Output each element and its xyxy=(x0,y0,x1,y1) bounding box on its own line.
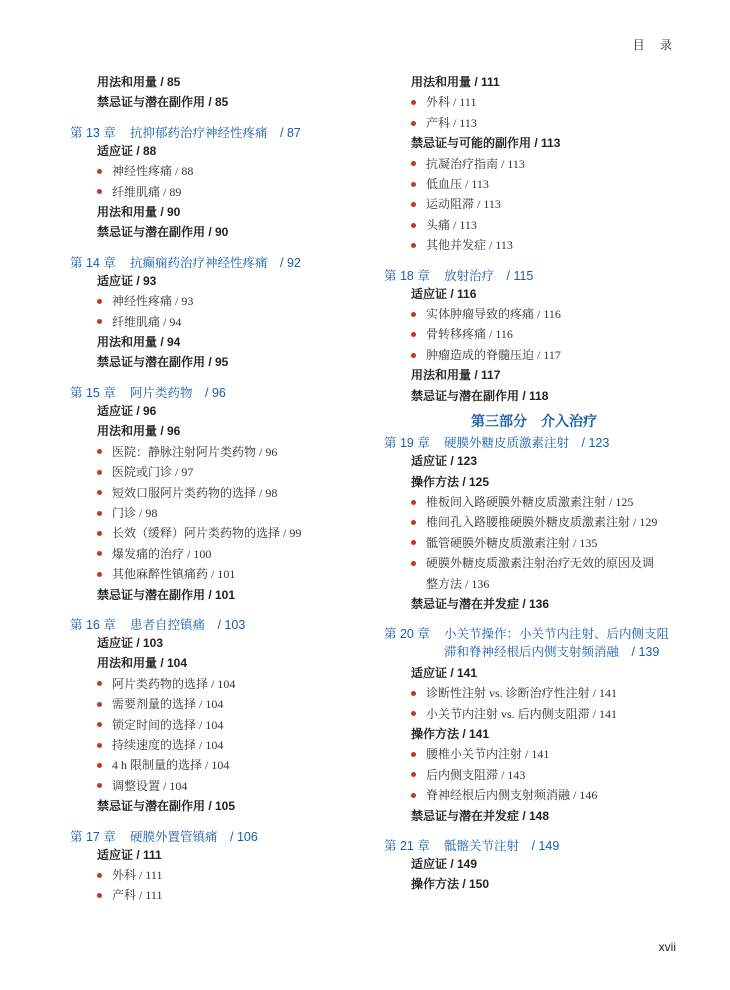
toc-entry-text: 用法和用量 / 96 xyxy=(97,424,181,439)
toc-entry-text: 椎间孔入路腰椎硬膜外糖皮质激素注射 / 129 xyxy=(426,515,658,530)
toc-section-entry[interactable] xyxy=(384,724,684,744)
toc-subsection-entry[interactable] xyxy=(384,744,684,764)
toc-entry-text: 用法和用量 / 117 xyxy=(411,368,501,383)
toc-entry-text: 禁忌证与潜在并发症 / 136 xyxy=(411,596,550,611)
toc-subsection-entry[interactable] xyxy=(70,674,370,694)
toc-subsection-entry[interactable] xyxy=(384,174,684,194)
toc-entry-text: 纤维肌痛 / 89 xyxy=(112,184,182,199)
bullet-icon xyxy=(411,540,416,545)
chapter-heading[interactable] xyxy=(70,827,370,845)
toc-section-entry[interactable] xyxy=(384,594,684,614)
toc-entry-text: 小关节内注射 vs. 后内侧支阻滞 / 141 xyxy=(426,706,618,721)
toc-subsection-entry[interactable] xyxy=(70,776,370,796)
toc-section-entry[interactable] xyxy=(384,284,684,304)
toc-subsection-entry[interactable] xyxy=(70,885,370,905)
toc-subsection-entry[interactable] xyxy=(384,304,684,324)
toc-entry-text: 医院：静脉注射阿片类药物 / 96 xyxy=(112,444,278,459)
toc-section-entry[interactable] xyxy=(70,585,370,605)
toc-entry-text: 运动阻滞 / 113 xyxy=(426,197,501,212)
chapter-number: 第 14 章 xyxy=(70,255,116,270)
bullet-icon xyxy=(411,312,416,317)
bullet-icon xyxy=(97,763,102,768)
toc-section-entry[interactable] xyxy=(70,271,370,291)
toc-entry-text: 适应证 / 149 xyxy=(411,857,478,871)
chapter-title: 放射治疗 / 115 xyxy=(444,268,534,283)
toc-subsection-continued[interactable] xyxy=(384,574,684,594)
toc-subsection-entry[interactable] xyxy=(70,503,370,523)
toc-subsection-entry[interactable] xyxy=(384,683,684,703)
toc-section-entry[interactable] xyxy=(70,92,370,112)
toc-section-entry[interactable] xyxy=(70,72,370,92)
toc-section-entry[interactable] xyxy=(384,874,684,894)
toc-entry-text: 其他麻醉性镇痛药 / 101 xyxy=(112,567,236,582)
toc-entry-text: 禁忌证与潜在副作用 / 95 xyxy=(97,355,229,370)
chapter-heading[interactable] xyxy=(70,615,370,633)
toc-entry-text: 用法和用量 / 94 xyxy=(97,335,181,350)
toc-subsection-entry[interactable] xyxy=(70,735,370,755)
toc-subsection-entry[interactable] xyxy=(384,154,684,174)
toc-entry-text: 医院或门诊 / 97 xyxy=(112,465,194,480)
toc-block xyxy=(384,663,684,826)
bullet-icon xyxy=(97,722,102,727)
toc-entry-text: 神经性疼痛 / 93 xyxy=(112,294,194,309)
toc-entry-text: 肿瘤造成的脊髓压迫 / 117 xyxy=(426,347,561,362)
bullet-icon xyxy=(411,223,416,228)
toc-subsection-entry[interactable] xyxy=(384,785,684,805)
toc-entry-text: 持续速度的选择 / 104 xyxy=(112,737,224,752)
toc-block xyxy=(70,271,370,373)
chapter-number: 第 17 章 xyxy=(70,829,116,844)
toc-section-entry[interactable] xyxy=(70,332,370,352)
chapter-title: 硬膜外置管镇痛 / 106 xyxy=(130,829,258,844)
toc-entry-text: 外科 / 111 xyxy=(426,95,477,110)
toc-subsection-entry[interactable] xyxy=(70,483,370,503)
toc-block xyxy=(70,141,370,243)
toc-block xyxy=(70,845,370,906)
bullet-icon xyxy=(411,161,416,166)
chapter-heading[interactable] xyxy=(384,836,684,854)
toc-entry-text: 腰椎小关节内注射 / 141 xyxy=(426,747,550,762)
toc-subsection-entry[interactable] xyxy=(70,182,370,202)
chapter-heading[interactable] xyxy=(70,253,370,271)
toc-block xyxy=(70,633,370,817)
chapter-title: 小关节操作：小关节内注射、后内侧支阻 xyxy=(444,627,670,642)
bullet-icon xyxy=(97,189,102,194)
chapter-title: 骶髂关节注射 / 149 xyxy=(444,839,560,853)
toc-block xyxy=(70,401,370,605)
toc-section-entry[interactable] xyxy=(70,352,370,372)
chapter-number: 第 13 章 xyxy=(70,125,116,140)
toc-entry-text: 禁忌证与潜在副作用 / 101 xyxy=(97,587,236,602)
toc-entry-text: 禁忌证与潜在副作用 / 118 xyxy=(411,388,549,403)
chapter-title: 抗抑郁药治疗神经性疼痛 / 87 xyxy=(130,125,301,140)
toc-section-entry[interactable] xyxy=(70,796,370,816)
toc-entry-text: 操作方法 / 141 xyxy=(411,726,490,741)
toc-entry-text: 产科 / 113 xyxy=(426,115,477,130)
toc-entry-text: 实体肿瘤导致的疼痛 / 116 xyxy=(426,307,561,322)
toc-section-entry[interactable] xyxy=(384,72,684,92)
toc-subsection-entry[interactable] xyxy=(70,755,370,775)
toc-entry-text: 低血压 / 113 xyxy=(426,177,489,192)
bullet-icon xyxy=(411,752,416,757)
toc-subsection-entry[interactable] xyxy=(70,462,370,482)
toc-entry-text: 脊神经根后内侧支射频消融 / 146 xyxy=(426,788,598,803)
toc-entry-text: 产科 / 111 xyxy=(112,888,163,903)
toc-section-entry[interactable] xyxy=(384,663,684,683)
toc-right-column xyxy=(384,72,684,895)
chapter-title: 硬膜外糖皮质激素注射 / 123 xyxy=(444,436,610,451)
toc-block xyxy=(384,854,684,895)
chapter-heading[interactable] xyxy=(70,123,370,141)
bullet-icon xyxy=(411,691,416,696)
bullet-icon xyxy=(97,681,102,686)
toc-section-entry[interactable] xyxy=(384,854,684,874)
toc-section-entry[interactable] xyxy=(384,472,684,492)
bullet-icon xyxy=(97,470,102,475)
toc-entry-text: 阿片类药物的选择 / 104 xyxy=(112,676,236,691)
toc-entry-text: 用法和用量 / 111 xyxy=(411,75,500,89)
toc-entry-text: 纤维肌痛 / 94 xyxy=(112,314,182,329)
toc-entry-text: 适应证 / 96 xyxy=(97,403,157,418)
toc-entry-text: 长效（缓释）阿片类药物的选择 / 99 xyxy=(112,526,302,541)
part-heading: 第三部分 介入治疗 xyxy=(471,415,597,431)
chapter-number: 第 16 章 xyxy=(70,617,116,632)
toc-entry-text: 抗凝治疗指南 / 113 xyxy=(426,156,525,171)
chapter-number: 第 21 章 xyxy=(384,839,430,853)
toc-subsection-entry[interactable] xyxy=(384,553,684,573)
toc-entry-text: 操作方法 / 150 xyxy=(411,877,490,892)
toc-section-entry[interactable] xyxy=(384,451,684,471)
toc-entry-text: 适应证 / 116 xyxy=(411,286,477,301)
chapter-heading[interactable] xyxy=(384,266,684,284)
toc-section-entry[interactable] xyxy=(384,386,684,406)
toc-entry-text: 爆发痛的治疗 / 100 xyxy=(112,546,212,561)
toc-entry-text: 锁定时间的选择 / 104 xyxy=(112,717,224,732)
toc-section-entry[interactable] xyxy=(70,401,370,421)
bullet-icon xyxy=(411,100,416,105)
toc-entry-text: 后内侧支阻滞 / 143 xyxy=(426,767,526,782)
chapter-number: 第 20 章 xyxy=(384,627,430,642)
toc-entry-text: 调整设置 / 104 xyxy=(112,778,188,793)
toc-entry-text: 外科 / 111 xyxy=(112,868,163,882)
bullet-icon xyxy=(97,873,102,878)
toc-subsection-entry[interactable] xyxy=(384,533,684,553)
chapter-title: 患者自控镇痛 / 103 xyxy=(130,617,246,632)
page-number: xvii xyxy=(658,940,676,954)
toc-subsection-entry[interactable] xyxy=(70,523,370,543)
toc-entry-text: 4 h 限制量的选择 / 104 xyxy=(112,758,230,773)
toc-subsection-entry[interactable] xyxy=(70,291,370,311)
bullet-icon xyxy=(411,500,416,505)
toc-entry-text: 其他并发症 / 113 xyxy=(426,238,513,253)
bullet-icon xyxy=(97,783,102,788)
toc-subsection-entry[interactable] xyxy=(384,194,684,214)
toc-entry-text: 用法和用量 / 85 xyxy=(97,75,181,89)
toc-subsection-entry[interactable] xyxy=(70,312,370,332)
toc-entry-text: 禁忌证与潜在副作用 / 85 xyxy=(97,95,229,110)
toc-section-entry[interactable] xyxy=(384,133,684,153)
chapter-heading[interactable] xyxy=(384,433,684,451)
bullet-icon xyxy=(411,793,416,798)
bullet-icon xyxy=(97,511,102,516)
toc-block xyxy=(70,72,370,113)
bullet-icon xyxy=(97,572,102,577)
chapter-title-continued[interactable]: 滞和脊神经根后内侧支射频消融 / 139 xyxy=(444,645,660,660)
toc-entry-text: 需要剂量的选择 / 104 xyxy=(112,697,224,712)
toc-section-entry[interactable] xyxy=(70,653,370,673)
toc-subsection-entry[interactable] xyxy=(384,345,684,365)
toc-subsection-entry[interactable] xyxy=(384,512,684,532)
toc-subsection-entry[interactable] xyxy=(384,235,684,255)
chapter-number: 第 19 章 xyxy=(384,436,430,451)
toc-entry-text: 骶管硬膜外糖皮质激素注射 / 135 xyxy=(426,535,598,550)
bullet-icon xyxy=(411,182,416,187)
chapter-title: 阿片类药物 / 96 xyxy=(130,385,226,400)
toc-subsection-entry[interactable] xyxy=(384,92,684,112)
toc-entry-text: 适应证 / 103 xyxy=(97,635,164,650)
toc-entry-text: 整方法 / 136 xyxy=(426,576,490,591)
toc-entry-text: 短效口服阿片类药物的选择 / 98 xyxy=(112,485,278,500)
toc-left-column xyxy=(70,72,370,906)
toc-subsection-entry[interactable] xyxy=(384,324,684,344)
toc-section-entry[interactable] xyxy=(70,845,370,865)
toc-entry-text: 适应证 / 123 xyxy=(411,454,478,469)
bullet-icon xyxy=(411,243,416,248)
toc-section-entry[interactable] xyxy=(70,633,370,653)
bullet-icon xyxy=(411,353,416,358)
bullet-icon xyxy=(97,743,102,748)
toc-entry-text: 诊断性注射 vs. 诊断治疗性注射 / 141 xyxy=(426,686,618,701)
bullet-icon xyxy=(97,551,102,556)
toc-subsection-entry[interactable] xyxy=(384,704,684,724)
toc-block xyxy=(384,451,684,614)
toc-entry-text: 椎板间入路硬膜外糖皮质激素注射 / 125 xyxy=(426,494,634,509)
bullet-icon xyxy=(97,299,102,304)
running-head: 目 录 xyxy=(632,38,678,52)
toc-section-entry[interactable] xyxy=(70,141,370,161)
toc-block xyxy=(384,284,684,406)
toc-entry-text: 用法和用量 / 104 xyxy=(97,656,188,671)
toc-entry-text: 门诊 / 98 xyxy=(112,505,158,520)
bullet-icon xyxy=(411,772,416,777)
toc-subsection-entry[interactable] xyxy=(70,442,370,462)
toc-entry-text: 操作方法 / 125 xyxy=(411,474,490,489)
toc-entry-text: 骨转移疼痛 / 116 xyxy=(426,327,513,342)
toc-subsection-entry[interactable] xyxy=(384,215,684,235)
toc-entry-text: 适应证 / 88 xyxy=(97,143,157,158)
toc-entry-text: 用法和用量 / 90 xyxy=(97,205,181,220)
toc-entry-text: 适应证 / 141 xyxy=(411,665,478,680)
chapter-heading[interactable] xyxy=(70,383,370,401)
bullet-icon xyxy=(411,561,416,566)
bullet-icon xyxy=(411,121,416,126)
toc-subsection-entry[interactable] xyxy=(70,715,370,735)
toc-subsection-entry[interactable] xyxy=(70,564,370,584)
toc-subsection-entry[interactable] xyxy=(70,544,370,564)
toc-subsection-entry[interactable] xyxy=(70,161,370,181)
toc-subsection-entry[interactable] xyxy=(384,492,684,512)
toc-entry-text: 禁忌证与潜在并发症 / 148 xyxy=(411,808,550,823)
bullet-icon xyxy=(97,893,102,898)
toc-section-entry[interactable] xyxy=(384,365,684,385)
chapter-number: 第 18 章 xyxy=(384,268,430,283)
toc-subsection-entry[interactable] xyxy=(384,765,684,785)
toc-subsection-entry[interactable] xyxy=(384,113,684,133)
bullet-icon xyxy=(411,332,416,337)
toc-section-entry[interactable] xyxy=(384,806,684,826)
bullet-icon xyxy=(97,319,102,324)
bullet-icon xyxy=(97,531,102,536)
toc-section-entry[interactable] xyxy=(70,202,370,222)
bullet-icon xyxy=(97,702,102,707)
chapter-number: 第 15 章 xyxy=(70,385,116,400)
toc-subsection-entry[interactable] xyxy=(70,865,370,885)
toc-entry-text: 禁忌证与可能的副作用 / 113 xyxy=(411,136,561,151)
toc-entry-text: 适应证 / 111 xyxy=(97,847,162,862)
toc-entry-text: 禁忌证与潜在副作用 / 105 xyxy=(97,799,236,814)
toc-section-entry[interactable] xyxy=(70,222,370,242)
toc-entry-text: 头痛 / 113 xyxy=(426,217,477,232)
toc-section-entry[interactable] xyxy=(70,421,370,441)
toc-block xyxy=(384,72,684,256)
toc-entry-text: 禁忌证与潜在副作用 / 90 xyxy=(97,225,229,240)
chapter-title: 抗癫痫药治疗神经性疼痛 / 92 xyxy=(130,255,301,270)
toc-entry-text: 适应证 / 93 xyxy=(97,273,157,288)
bullet-icon xyxy=(97,449,102,454)
toc-entry-text: 神经性疼痛 / 88 xyxy=(112,164,194,179)
bullet-icon xyxy=(97,490,102,495)
bullet-icon xyxy=(411,711,416,716)
bullet-icon xyxy=(97,169,102,174)
chapter-heading[interactable] xyxy=(384,624,684,642)
bullet-icon xyxy=(411,202,416,207)
toc-entry-text: 硬膜外糖皮质激素注射治疗无效的原因及调 xyxy=(426,556,655,571)
toc-subsection-entry[interactable] xyxy=(70,694,370,714)
bullet-icon xyxy=(411,520,416,525)
